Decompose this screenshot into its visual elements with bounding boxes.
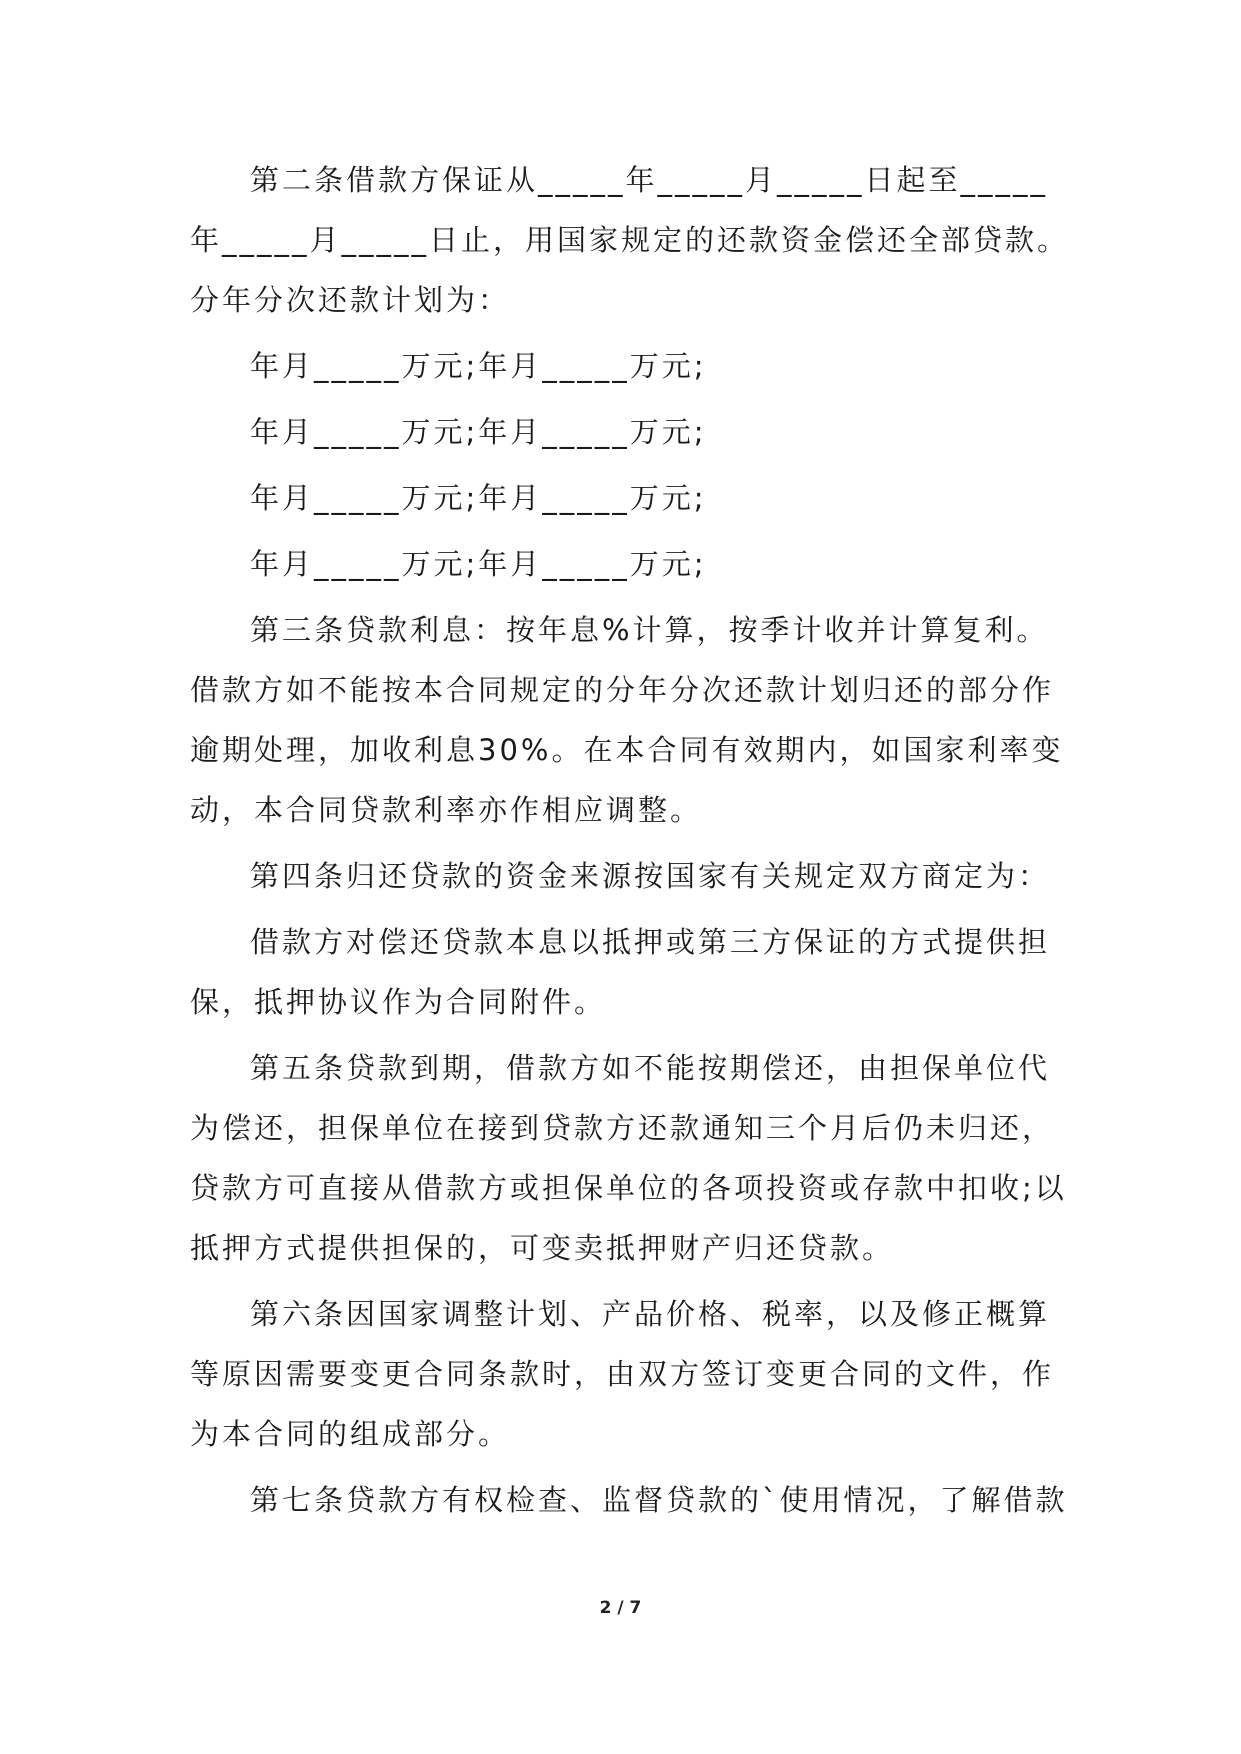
article-6-paragraph: 第六条因国家调整计划、产品价格、税率，以及修正概算等原因需要变更合同条款时，由双方签订变更合同的文件，作为本合同的组成部分。 [190,1297,1055,1451]
guarantee-paragraph: 借款方对偿还贷款本息以抵押或第三方保证的方式提供担保，抵押协议作为合同附件。 [190,925,1051,1019]
repayment-schedule-line: 年月_____万元;年月_____万元; [250,481,707,515]
article-7-paragraph: 第七条贷款方有权检查、监督贷款的`使用情况，了解借款 [250,1483,1068,1517]
repayment-schedule-line: 年月_____万元;年月_____万元; [250,547,707,581]
repayment-schedule-line: 年月_____万元;年月_____万元; [250,415,707,449]
document-body [190,150,1070,1536]
repayment-schedule-line: 年月_____万元;年月_____万元; [250,349,707,383]
article-5-paragraph: 第五条贷款到期，借款方如不能按期偿还，由担保单位代为偿还，担保单位在接到贷款方还款通知三个月后仍未归还，贷款方可直接从借款方或担保单位的各项投资或存款中扣收;以抵押方式提供担保的，可变卖抵押财产归还贷款。 [190,1051,1067,1265]
article-3-paragraph: 第三条贷款利息：按年息%计算，按季计收并计算复利。借款方如不能按本合同规定的分年分次还款计划归还的部分作逾期处理，加收利息30%。在本合同有效期内，如国家利率变动，本合同贷款利率亦作相应调整。 [190,613,1064,827]
article-4-paragraph: 第四条归还贷款的资金来源按国家有关规定双方商定为： [250,859,1051,893]
page-number: 2 / 7 [599,1598,642,1618]
article-2-paragraph: 第二条借款方保证从_____年_____月_____日起至_____年_____月_____日止，用国家规定的还款资金偿还全部贷款。分年分次还款计划为： [190,163,1070,317]
